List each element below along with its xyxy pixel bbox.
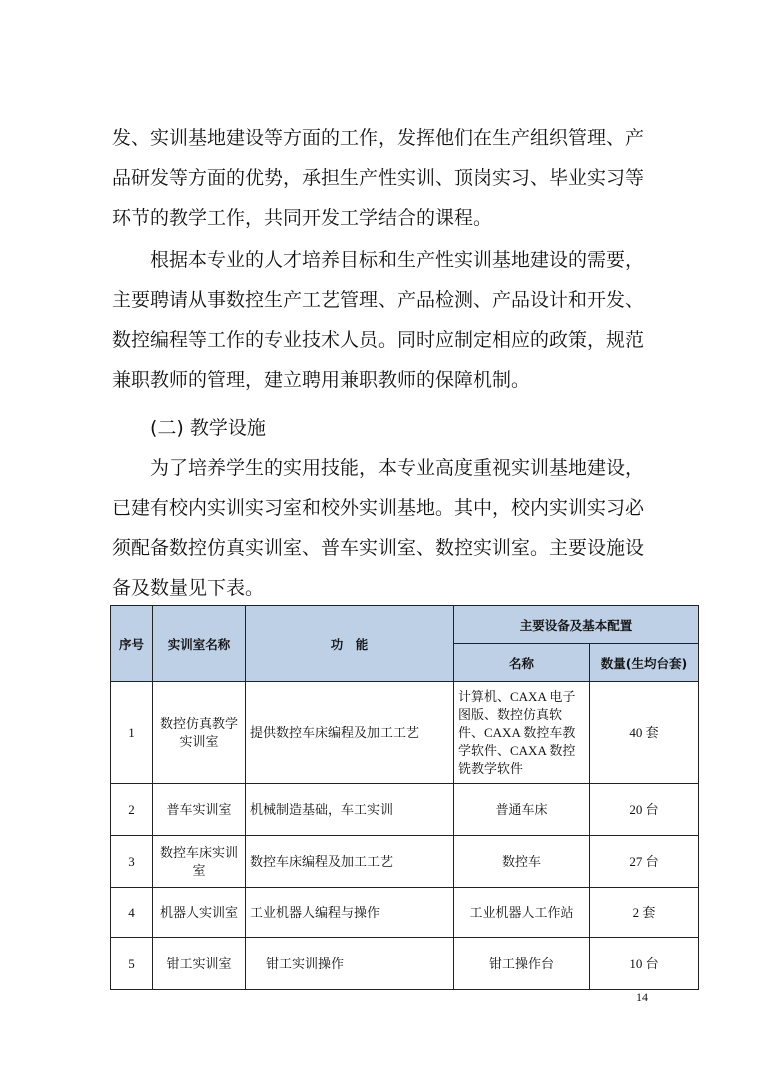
text-line: 根据本专业的人才培养目标和生产性实训基地建设的需要， xyxy=(150,249,645,271)
cell-quantity: 10 台 xyxy=(590,938,699,990)
cell-equipment: 钳工操作台 xyxy=(454,938,590,990)
table-row xyxy=(111,938,699,990)
cell-room: 数控车床实训室 xyxy=(153,836,246,888)
cell-room: 数控仿真教学实训室 xyxy=(153,682,246,784)
cell-room: 机器人实训室 xyxy=(153,888,246,938)
header-function: 功 能 xyxy=(246,606,454,682)
table-row xyxy=(111,784,699,836)
text-line: 须配备数控仿真实训室、普车实训室、数控实训室。主要设施设 xyxy=(112,537,645,559)
cell-quantity: 20 台 xyxy=(590,784,699,836)
equipment-table xyxy=(110,605,699,990)
paragraph-continuation xyxy=(112,118,660,238)
text-line: 数控编程等工作的专业技术人员。同时应制定相应的政策，规范 xyxy=(112,329,645,351)
text-line: 主要聘请从事数控生产工艺管理、产品检测、产品设计和开发、 xyxy=(112,289,645,311)
cell-index: 2 xyxy=(111,784,153,836)
paragraph-teaching-facilities xyxy=(112,448,660,608)
cell-function: 机械制造基础，车工实训 xyxy=(246,784,454,836)
paragraph-part-time-teachers xyxy=(112,240,660,400)
cell-index: 1 xyxy=(111,682,153,784)
text-line: 备及数量见下表。 xyxy=(112,577,265,599)
cell-index: 5 xyxy=(111,938,153,990)
text-line: 品研发等方面的优势，承担生产性实训、顶岗实习、毕业实习等 xyxy=(112,167,645,189)
cell-equipment: 计算机、CAXA 电子图版、数控仿真软件、CAXA 数控车教学软件、CAXA 数控铣教学软件 xyxy=(454,682,590,784)
header-quantity: 数量(生均台套) xyxy=(590,644,699,682)
text-line: 已建有校内实训实习室和校外实训基地。其中，校内实训实习必 xyxy=(112,497,645,519)
cell-quantity: 27 台 xyxy=(590,836,699,888)
page-number: 14 xyxy=(636,990,648,1004)
text-line: 兼职教师的管理，建立聘用兼职教师的保障机制。 xyxy=(112,369,531,391)
cell-room: 钳工实训室 xyxy=(153,938,246,990)
header-index: 序号 xyxy=(111,606,153,682)
cell-room: 普车实训室 xyxy=(153,784,246,836)
text-line: 为了培养学生的实用技能，本专业高度重视实训基地建设， xyxy=(150,457,645,479)
cell-function: 工业机器人编程与操作 xyxy=(246,888,454,938)
header-room: 实训室名称 xyxy=(153,606,246,682)
cell-equipment: 普通车床 xyxy=(454,784,590,836)
table-row xyxy=(111,836,699,888)
text-line: 环节的教学工作，共同开发工学结合的课程。 xyxy=(112,207,493,229)
cell-quantity: 40 套 xyxy=(590,682,699,784)
cell-equipment: 工业机器人工作站 xyxy=(454,888,590,938)
cell-function: 数控车床编程及加工工艺 xyxy=(246,836,454,888)
cell-function: 提供数控车床编程及加工工艺 xyxy=(246,682,454,784)
cell-function: 钳工实训操作 xyxy=(246,938,454,990)
cell-index: 3 xyxy=(111,836,153,888)
header-equipment-name: 名称 xyxy=(454,644,590,682)
cell-quantity: 2 套 xyxy=(590,888,699,938)
table-row xyxy=(111,682,699,784)
header-equipment-group: 主要设备及基本配置 xyxy=(454,606,699,644)
cell-index: 4 xyxy=(111,888,153,938)
cell-equipment: 数控车 xyxy=(454,836,590,888)
table-row xyxy=(111,888,699,938)
text-line: 发、实训基地建设等方面的工作，发挥他们在生产组织管理、产 xyxy=(112,127,645,149)
section-heading: (二) 教学设施 xyxy=(150,417,266,439)
